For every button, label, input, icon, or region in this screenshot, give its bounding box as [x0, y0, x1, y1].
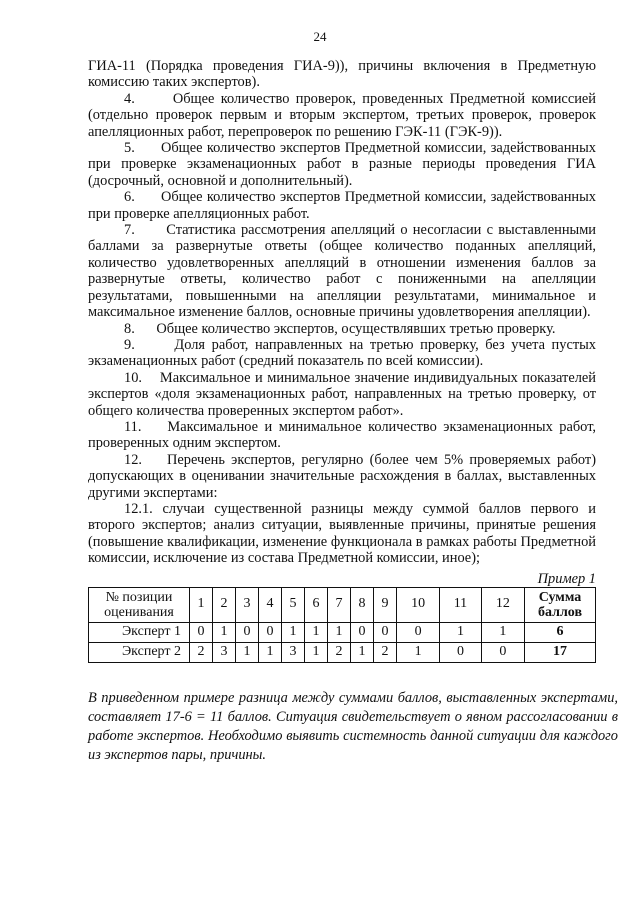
example-label: Пример 1: [537, 570, 596, 587]
score-cell: 1: [328, 622, 351, 642]
position-number: 12: [481, 587, 524, 622]
paragraph-item-11: 11. Максимальное и минимальное количество экзаменационных работ, проверенных одним экспертом.: [88, 418, 596, 452]
score-cell: 1: [305, 642, 328, 662]
sum-cell: 6: [525, 622, 596, 642]
score-cell: 1: [351, 642, 374, 662]
example-note: В приведенном примере разница между суммами баллов, выставленных экспертами, составляет 17-6 = 11 баллов. Ситуация свидетельствует о явном рассогласовании в работе экспертов. Необходимо выявить системность данной ситуации для каждого из экспертов пары, причины.: [88, 689, 618, 763]
score-cell: 0: [259, 622, 282, 642]
score-cell: 1: [440, 622, 482, 642]
position-number: 1: [190, 587, 213, 622]
paragraph-item-6: 6. Общее количество экспертов Предметной комиссии, задействованных при проверке апелляционных работ.: [88, 189, 596, 222]
paragraph-item-7: 7. Статистика рассмотрения апелляций о несогласии с выставленными баллами за развернутые ответы (общее количество поданных апелляций, количество удовлетворенных апелляций в отношении изменения баллов за развернутые ответы, количество работ с пониженными на апелляции результатами, повышенными на апелляции результатами, минимальное и максимальное изменение баллов, основные причины удовлетворения апелляции).: [88, 222, 596, 321]
score-cell: 1: [481, 622, 524, 642]
position-number: 2: [213, 587, 236, 622]
score-cell: 1: [282, 622, 305, 642]
score-cell: 0: [397, 622, 440, 642]
position-number: 7: [328, 587, 351, 622]
position-number: 5: [282, 587, 305, 622]
scores-table: [88, 587, 596, 663]
score-cell: 1: [397, 642, 440, 662]
paragraph-item-4: 4. Общее количество проверок, проведенных Предметной комиссией (отдельно проверок первым и вторым экспертом, третьих проверок, проверок апелляционных работ, перепроверок по решению ГЭК-11 (ГЭК-9)).: [88, 90, 596, 140]
position-number: 6: [305, 587, 328, 622]
sum-cell: 17: [525, 642, 596, 662]
score-cell: 2: [190, 642, 213, 662]
position-number: 4: [259, 587, 282, 622]
score-cell: 1: [236, 642, 259, 662]
score-cell: 1: [213, 622, 236, 642]
score-cell: 1: [259, 642, 282, 662]
score-cell: 0: [236, 622, 259, 642]
score-cell: 3: [213, 642, 236, 662]
table-row: [89, 642, 596, 662]
position-number: 3: [236, 587, 259, 622]
sum-header: Сумма баллов: [525, 587, 596, 622]
paragraph-item-9: 9. Доля работ, направленных на третью проверку, без учета пустых экзаменационных работ (средний показатель по всей комиссии).: [88, 336, 596, 370]
paragraph-continuation: ГИА-11 (Порядка проведения ГИА-9)), причины включения в Предметную комиссию таких экспертов).: [88, 58, 596, 91]
score-cell: 0: [351, 622, 374, 642]
score-cell: 2: [328, 642, 351, 662]
score-cell: 2: [374, 642, 397, 662]
table-row: [89, 622, 596, 642]
document-body: [88, 58, 618, 779]
position-number: 11: [440, 587, 482, 622]
position-header: № позиции оценивания: [89, 587, 190, 622]
paragraph-item-12: 12. Перечень экспертов, регулярно (более чем 5% проверяемых работ) допускающих в оценивании значительные расхождения в баллах, выставленных другими экспертами:: [88, 451, 596, 501]
score-cell: 0: [440, 642, 482, 662]
score-cell: 3: [282, 642, 305, 662]
table-header-row: [89, 587, 596, 622]
score-cell: 0: [481, 642, 524, 662]
paragraph-item-12-1: 12.1. случаи существенной разницы между суммой баллов первого и второго экспертов; анализ ситуации, выявленные причины, принятые решения (повышение квалификации, изменение функционала в рамках работы Предметной комиссии, исключение из состава Предметной комиссии, иное);: [88, 500, 596, 567]
page-number: 24: [313, 29, 327, 44]
position-number: 9: [374, 587, 397, 622]
position-number: 8: [351, 587, 374, 622]
score-cell: 0: [374, 622, 397, 642]
position-number: 10: [397, 587, 440, 622]
expert-name: Эксперт 1: [89, 622, 190, 642]
paragraph-item-5: 5. Общее количество экспертов Предметной комиссии, задействованных при проверке экзаменационных работ в разные периоды проведения ГИА (досрочный, основной и дополнительный).: [88, 140, 596, 189]
expert-name: Эксперт 2: [89, 642, 190, 662]
score-cell: 1: [305, 622, 328, 642]
paragraph-item-10: 10. Максимальное и минимальное значение индивидуальных показателей экспертов «доля экзаменационных работ, направленных на третью проверку, от общего количества проверенных экспертом работ».: [88, 369, 596, 419]
paragraph-item-8: 8. Общее количество экспертов, осуществлявших третью проверку.: [124, 320, 556, 337]
score-cell: 0: [190, 622, 213, 642]
